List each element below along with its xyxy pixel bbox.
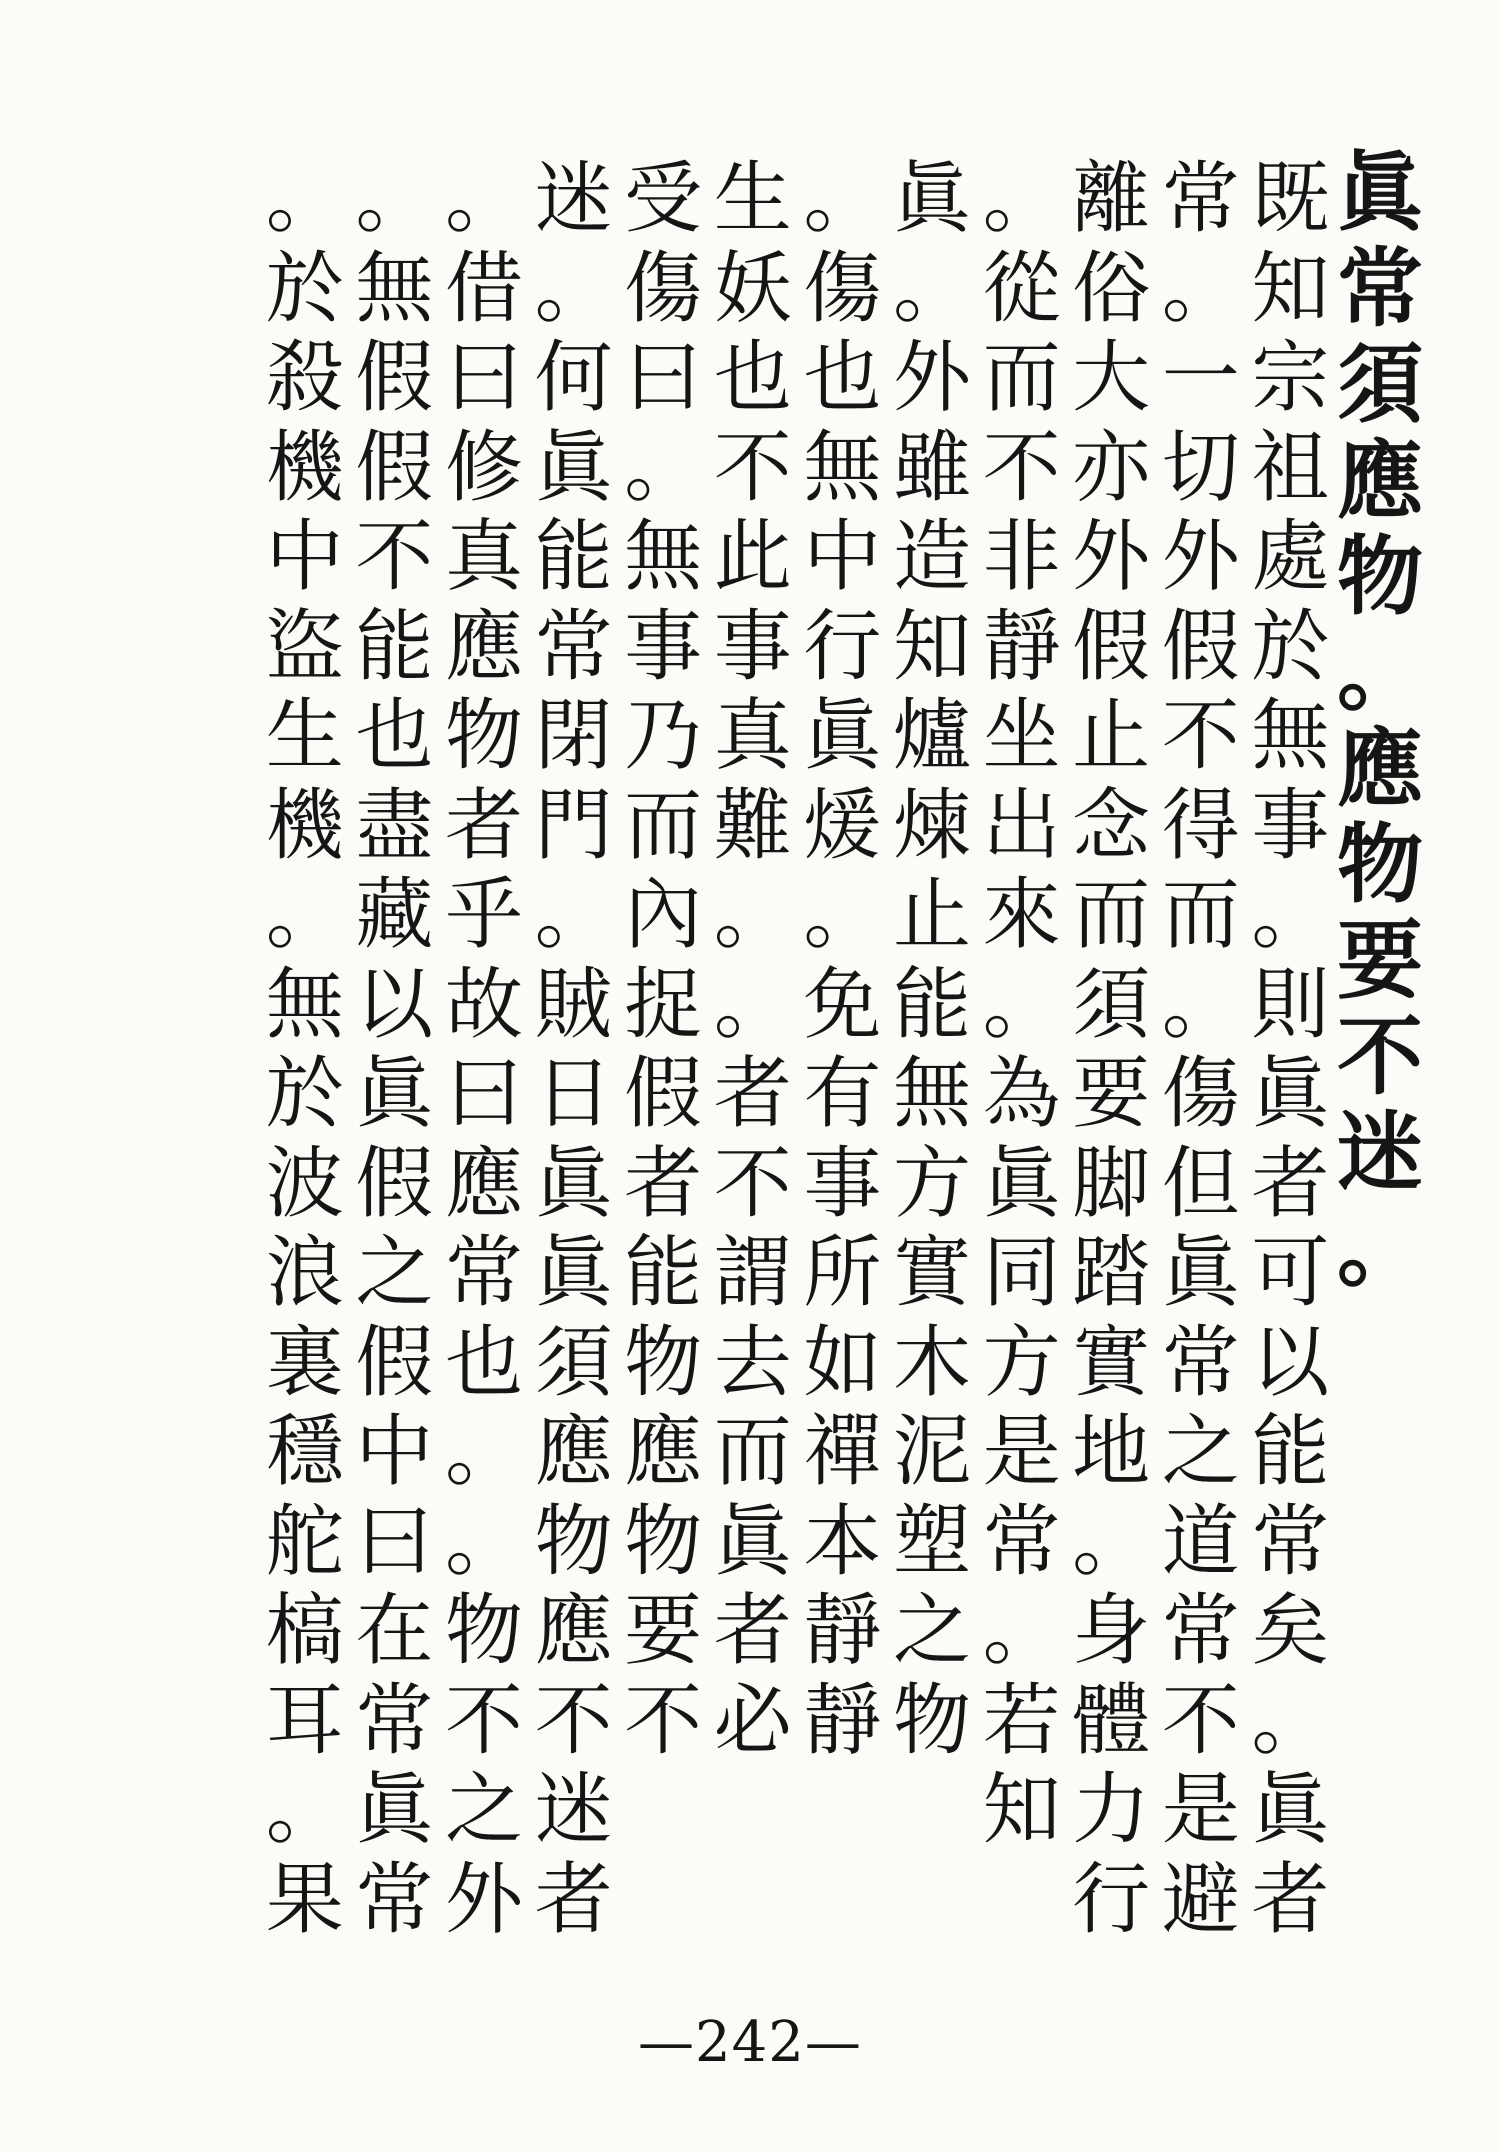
punctuation-mark: 。 (355, 154, 434, 244)
character: 假 (355, 1138, 434, 1229)
character: 真 (713, 691, 792, 781)
character: 物 (892, 1675, 971, 1766)
character: 乎 (444, 870, 523, 960)
character: 傷 (803, 243, 882, 334)
character: 日 (534, 1049, 613, 1139)
punctuation-mark: 。 (1161, 243, 1240, 334)
character: 假 (355, 422, 434, 513)
punctuation-mark: 。 (1337, 1198, 1423, 1299)
character: 於 (265, 1049, 344, 1139)
punctuation-mark: 。 (1072, 1496, 1151, 1587)
character: 假 (355, 333, 434, 423)
character: 必 (713, 1675, 792, 1766)
character: 應 (1337, 430, 1423, 531)
punctuation-mark: 。 (1251, 1675, 1330, 1766)
character: 常 (355, 1675, 434, 1766)
character: 事 (1251, 780, 1330, 871)
character: 物 (534, 1496, 613, 1587)
character: 生 (713, 154, 792, 244)
character: 處 (1251, 512, 1330, 602)
character: 知 (892, 601, 971, 692)
character: 不 (534, 1675, 613, 1766)
punctuation-mark: 。 (803, 154, 882, 244)
character: 應 (1337, 718, 1423, 819)
punctuation-mark: 。 (982, 1586, 1061, 1676)
punctuation-mark: 。 (713, 870, 792, 960)
text-column (972, 154, 1072, 1861)
page-number: —242— (638, 2010, 862, 2075)
character: 踏 (1072, 1228, 1151, 1318)
character: 煉 (892, 780, 971, 871)
character: 曰 (355, 1496, 434, 1587)
character: 既 (1251, 154, 1330, 244)
character: 以 (1251, 1317, 1330, 1408)
character: 免 (803, 959, 882, 1050)
character: 能 (624, 1228, 703, 1318)
character: 迷 (534, 1765, 613, 1855)
character: 無 (803, 422, 882, 513)
character: 無 (624, 512, 703, 602)
character: 也 (355, 691, 434, 781)
character: 眞 (534, 1138, 613, 1229)
character: 假 (624, 1049, 703, 1139)
character: 應 (534, 1586, 613, 1676)
character: 曰 (444, 333, 523, 423)
character: 眞 (982, 1138, 1061, 1229)
character: 矣 (1251, 1586, 1330, 1676)
character: 在 (355, 1586, 434, 1676)
character: 傷 (1161, 1049, 1240, 1139)
character: 常 (444, 1228, 523, 1318)
text-column (703, 154, 803, 1771)
character: 物 (1337, 814, 1423, 915)
character: 而 (982, 333, 1061, 423)
character: 能 (1251, 1407, 1330, 1497)
punctuation-mark: 。 (444, 1496, 523, 1587)
character: 故 (444, 959, 523, 1050)
character: 而 (624, 780, 703, 871)
character: 無 (355, 243, 434, 334)
character: 物 (624, 1317, 703, 1408)
character: 切 (1161, 422, 1240, 513)
character: 止 (1072, 691, 1151, 781)
character: 閉 (534, 691, 613, 781)
character: 假 (355, 1317, 434, 1408)
character: 俗 (1072, 243, 1151, 334)
character: 果 (265, 1854, 344, 1945)
text-column (434, 154, 534, 1950)
title-column (1330, 142, 1430, 1302)
punctuation-mark: 。 (982, 959, 1061, 1050)
character: 亦 (1072, 422, 1151, 513)
character: 物 (624, 1496, 703, 1587)
character: 爐 (892, 691, 971, 781)
character: 中 (265, 512, 344, 602)
character: 脚 (1072, 1138, 1151, 1229)
character: 應 (534, 1407, 613, 1497)
character: 之 (444, 1765, 523, 1855)
character: 能 (892, 959, 971, 1050)
character: 穩 (265, 1407, 344, 1497)
text-column (1151, 154, 1251, 1950)
character: 也 (444, 1317, 523, 1408)
punctuation-mark: 。 (1161, 959, 1240, 1050)
character: 機 (265, 422, 344, 513)
character: 內 (624, 870, 703, 960)
character: 可 (1251, 1228, 1330, 1318)
character: 所 (803, 1228, 882, 1318)
punctuation-mark: 。 (265, 870, 344, 960)
character: 事 (624, 601, 703, 692)
character: 道 (1161, 1496, 1240, 1587)
character: 靜 (982, 601, 1061, 692)
character: 則 (1251, 959, 1330, 1050)
character: 應 (444, 601, 523, 692)
character: 也 (803, 333, 882, 423)
character: 傷 (624, 243, 703, 334)
character: 常 (1161, 154, 1240, 244)
character: 者 (1251, 1854, 1330, 1945)
character: 生 (265, 691, 344, 781)
character: 同 (982, 1228, 1061, 1318)
character: 知 (982, 1765, 1061, 1855)
character: 但 (1161, 1138, 1240, 1229)
text-column (613, 154, 713, 1771)
character: 不 (1161, 691, 1240, 781)
character: 不 (355, 512, 434, 602)
character: 中 (355, 1407, 434, 1497)
character: 不 (444, 1675, 523, 1766)
character: 大 (1072, 333, 1151, 423)
character: 外 (1161, 512, 1240, 602)
character: 裏 (265, 1317, 344, 1408)
character: 物 (1337, 526, 1423, 627)
character: 無 (892, 1049, 971, 1139)
character: 者 (713, 1586, 792, 1676)
character: 從 (982, 243, 1061, 334)
character: 而 (713, 1407, 792, 1497)
character: 避 (1161, 1854, 1240, 1945)
character: 者 (534, 1854, 613, 1945)
character: 眞 (534, 422, 613, 513)
character: 波 (265, 1138, 344, 1229)
character: 不 (713, 422, 792, 513)
character: 乃 (624, 691, 703, 781)
character: 於 (1251, 601, 1330, 692)
character: 假 (1161, 601, 1240, 692)
character: 去 (713, 1317, 792, 1408)
character: 離 (1072, 154, 1151, 244)
character: 難 (713, 780, 792, 871)
character: 門 (534, 780, 613, 871)
character: 木 (892, 1317, 971, 1408)
character: 來 (982, 870, 1061, 960)
character: 賊 (534, 959, 613, 1050)
punctuation-mark: 。 (1251, 870, 1330, 960)
character: 無 (1251, 691, 1330, 781)
text-column (344, 154, 444, 1950)
character: 之 (355, 1228, 434, 1318)
character: 塑 (892, 1496, 971, 1587)
character: 物 (444, 691, 523, 781)
character: 禪 (803, 1407, 882, 1497)
character: 外 (1072, 512, 1151, 602)
character: 真 (444, 512, 523, 602)
character: 是 (1161, 1765, 1240, 1855)
character: 常 (1161, 1586, 1240, 1676)
character: 能 (534, 512, 613, 602)
character: 行 (803, 601, 882, 692)
character: 念 (1072, 780, 1151, 871)
character: 眞 (1251, 1049, 1330, 1139)
character: 盜 (265, 601, 344, 692)
character: 止 (892, 870, 971, 960)
character: 應 (624, 1407, 703, 1497)
punctuation-mark: 。 (265, 154, 344, 244)
character: 眞 (355, 1765, 434, 1855)
character: 地 (1072, 1407, 1151, 1497)
character: 造 (892, 512, 971, 602)
character: 不 (982, 422, 1061, 513)
character: 眞 (1337, 142, 1423, 243)
punctuation-mark: 。 (1337, 622, 1423, 723)
character: 眞 (713, 1496, 792, 1587)
character: 槁 (265, 1586, 344, 1676)
punctuation-mark: 。 (713, 959, 792, 1050)
character: 須 (1337, 334, 1423, 435)
character: 捉 (624, 959, 703, 1050)
character: 要 (1072, 1049, 1151, 1139)
text-column (792, 154, 892, 1771)
character: 有 (803, 1049, 882, 1139)
character: 靜 (803, 1586, 882, 1676)
character: 藏 (355, 870, 434, 960)
character: 祖 (1251, 422, 1330, 513)
character: 也 (713, 333, 792, 423)
character: 力 (1072, 1765, 1151, 1855)
character: 實 (892, 1228, 971, 1318)
character: 舵 (265, 1496, 344, 1587)
character: 坐 (982, 691, 1061, 781)
punctuation-mark: 。 (534, 870, 613, 960)
character: 身 (1072, 1586, 1151, 1676)
character: 常 (534, 601, 613, 692)
character: 一 (1161, 333, 1240, 423)
character: 常 (1161, 1317, 1240, 1408)
character: 行 (1072, 1854, 1151, 1945)
character: 得 (1161, 780, 1240, 871)
character: 雖 (892, 422, 971, 513)
character: 靜 (803, 1675, 882, 1766)
character: 眞 (1251, 1765, 1330, 1855)
character: 眞 (892, 154, 971, 244)
character: 眞 (803, 691, 882, 781)
punctuation-mark: 。 (444, 154, 523, 244)
character: 以 (355, 959, 434, 1050)
character: 常 (1337, 238, 1423, 339)
character: 受 (624, 154, 703, 244)
character: 而 (1161, 870, 1240, 960)
punctuation-mark: 。 (624, 422, 703, 513)
character: 不 (624, 1675, 703, 1766)
character: 非 (982, 512, 1061, 602)
character: 外 (444, 1854, 523, 1945)
character: 之 (892, 1586, 971, 1676)
character: 機 (265, 780, 344, 871)
character: 者 (1251, 1138, 1330, 1229)
text-column (1240, 154, 1340, 1950)
punctuation-mark: 。 (892, 243, 971, 334)
character: 常 (1251, 1496, 1330, 1587)
character: 方 (982, 1317, 1061, 1408)
character: 而 (1072, 870, 1151, 960)
character: 殺 (265, 333, 344, 423)
character: 借 (444, 243, 523, 334)
character: 眞 (355, 1049, 434, 1139)
text-column (1061, 154, 1161, 1950)
character: 要 (624, 1586, 703, 1676)
text-column (255, 154, 355, 1950)
punctuation-mark: 。 (444, 1407, 523, 1497)
character: 迷 (1337, 1102, 1423, 1203)
character: 要 (1337, 910, 1423, 1011)
character: 修 (444, 422, 523, 513)
text-column (882, 154, 982, 1771)
character: 浪 (265, 1228, 344, 1318)
character: 之 (1161, 1407, 1240, 1497)
punctuation-mark: 。 (803, 870, 882, 960)
character: 不 (1337, 1006, 1423, 1107)
character: 無 (265, 959, 344, 1050)
character: 常 (982, 1496, 1061, 1587)
character: 耳 (265, 1675, 344, 1766)
punctuation-mark: 。 (534, 243, 613, 334)
character: 迷 (534, 154, 613, 244)
character: 事 (713, 601, 792, 692)
character: 為 (982, 1049, 1061, 1139)
character: 知 (1251, 243, 1330, 334)
character: 應 (444, 1138, 523, 1229)
punctuation-mark: 。 (982, 154, 1061, 244)
character: 不 (713, 1138, 792, 1229)
character: 此 (713, 512, 792, 602)
character: 煖 (803, 780, 882, 871)
character: 不 (1161, 1675, 1240, 1766)
character: 實 (1072, 1317, 1151, 1408)
character: 曰 (444, 1049, 523, 1139)
character: 事 (803, 1138, 882, 1229)
character: 者 (444, 780, 523, 871)
character: 體 (1072, 1675, 1151, 1766)
character: 若 (982, 1675, 1061, 1766)
character: 中 (803, 512, 882, 602)
character: 方 (892, 1138, 971, 1229)
character: 曰 (624, 333, 703, 423)
character: 眞 (1161, 1228, 1240, 1318)
character: 假 (1072, 601, 1151, 692)
character: 是 (982, 1407, 1061, 1497)
character: 物 (444, 1586, 523, 1676)
character: 者 (624, 1138, 703, 1229)
character: 何 (534, 333, 613, 423)
character: 外 (892, 333, 971, 423)
character: 妖 (713, 243, 792, 334)
character: 須 (534, 1317, 613, 1408)
character: 謂 (713, 1228, 792, 1318)
character: 眞 (534, 1228, 613, 1318)
character: 本 (803, 1496, 882, 1587)
character: 泥 (892, 1407, 971, 1497)
character: 於 (265, 243, 344, 334)
punctuation-mark: 。 (265, 1765, 344, 1855)
character: 出 (982, 780, 1061, 871)
character: 盡 (355, 780, 434, 871)
character: 者 (713, 1049, 792, 1139)
character: 能 (355, 601, 434, 692)
character: 如 (803, 1317, 882, 1408)
text-column (524, 154, 624, 1950)
character: 常 (355, 1854, 434, 1945)
character: 須 (1072, 959, 1151, 1050)
character: 宗 (1251, 333, 1330, 423)
